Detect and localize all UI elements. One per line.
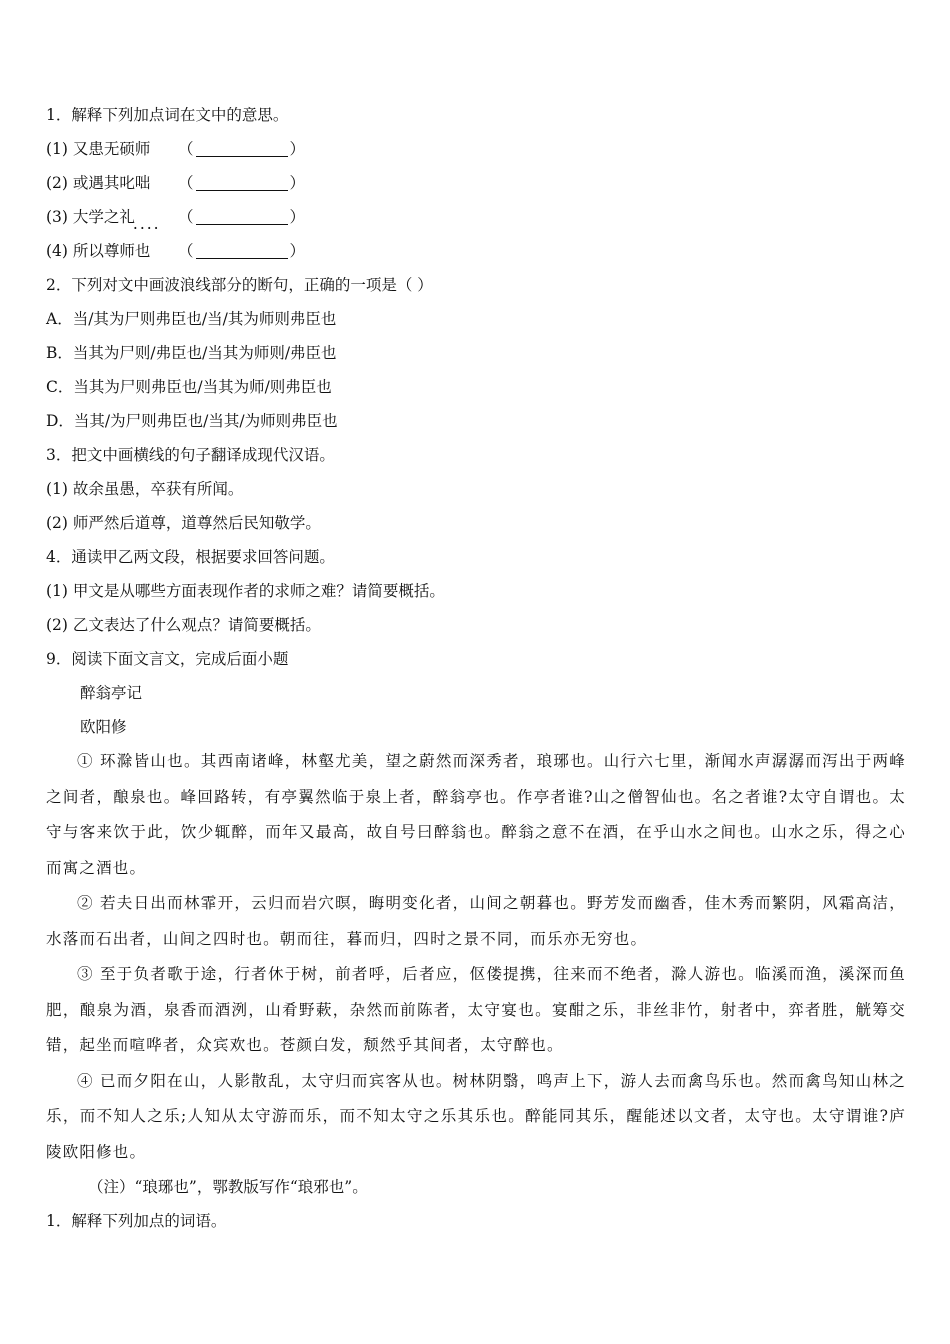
option-c[interactable]: C．当其为尸则弗臣也/当其为师/则弗臣也 bbox=[46, 378, 332, 396]
answer-blank[interactable] bbox=[196, 210, 288, 225]
article-paragraph: ③ 至于负者歌于途，行者休于树，前者呼，后者应，伛偻提携，往来而不绝者，滁人游也。临溪而渔，溪深而鱼肥，酿泉为酒，泉香而酒洌，山肴野蔌，杂然而前陈者，太守宴也。宴酣之乐，非丝非竹，射者中，弈者胜，觥筹交错，起坐而喧哗者，众宾欢也。苍颜白发，颓然乎其间者，太守醉也。 bbox=[46, 965, 906, 1054]
fill-blank-row: (2) 或遇其叱咄 （ ） bbox=[46, 166, 906, 200]
answer-blank[interactable] bbox=[196, 244, 288, 259]
question-4-item: (1) 甲文是从哪些方面表现作者的求师之难？请简要概括。 bbox=[46, 582, 445, 600]
answer-blank[interactable] bbox=[196, 176, 288, 191]
question-3-item: (1) 故余虽愚，卒获有所闻。 bbox=[46, 480, 244, 498]
answer-blank[interactable] bbox=[196, 142, 288, 157]
sub-question-1: 1．解释下列加点的词语。 bbox=[46, 1212, 227, 1230]
question-3-item: (2) 师严然后道尊，道尊然后民知敬学。 bbox=[46, 514, 321, 532]
question-4-title: 4．通读甲乙两文段，根据要求回答问题。 bbox=[46, 548, 335, 566]
fill-blank-label: (3) 大学之礼.... bbox=[46, 208, 161, 233]
article-paragraph: ④ 已而夕阳在山，人影散乱，太守归而宾客从也。树林阴翳，鸣声上下，游人去而禽鸟乐也。然而禽鸟知山林之乐，而不知人之乐;人知从太守游而乐，而不知太守之乐其乐也。醉能同其乐，醒能述以文者，太守也。太守谓谁?庐陵欧阳修也。 bbox=[46, 1071, 906, 1161]
article-title: 醉翁亭记 bbox=[80, 684, 143, 702]
option-b[interactable]: B．当其为尸则/弗臣也/当其为师则/弗臣也 bbox=[46, 344, 337, 362]
fill-blank-row: (1) 又患无硕师 （ ） bbox=[46, 132, 906, 166]
question-9-title: 9．阅读下面文言文，完成后面小题 bbox=[46, 650, 289, 668]
option-a[interactable]: A．当/其为尸则弗臣也/当/其为师则弗臣也 bbox=[46, 310, 337, 328]
question-2-title: 2．下列对文中画波浪线部分的断句，正确的一项是（ ） bbox=[46, 276, 433, 294]
emphasis-dots: .... bbox=[132, 215, 161, 233]
article-paragraph: ② 若夫日出而林霏开，云归而岩穴暝，晦明变化者，山间之朝暮也。野芳发而幽香，佳木秀而繁阴，风霜高洁，水落而石出者，山间之四时也。朝而往，暮而归，四时之景不同，而乐亦无穷也。 bbox=[46, 894, 906, 948]
article-note: （注）“琅琊也”，鄂教版写作“琅邪也”。 bbox=[88, 1178, 368, 1196]
fill-blank-label: (1) 又患无硕师 bbox=[46, 140, 151, 158]
article-author: 欧阳修 bbox=[80, 718, 127, 736]
fill-blank-row: (3) 大学之礼.... （ ） bbox=[46, 200, 906, 234]
question-3-title: 3．把文中画横线的句子翻译成现代汉语。 bbox=[46, 446, 335, 464]
document-page bbox=[46, 98, 906, 1238]
option-d[interactable]: D．当其/为尸则弗臣也/当其/为师则弗臣也 bbox=[46, 412, 338, 430]
fill-blank-label: (4) 所以尊师也 bbox=[46, 242, 151, 260]
question-1-title: 1．解释下列加点词在文中的意思。 bbox=[46, 106, 289, 124]
article-paragraph: ① 环滁皆山也。其西南诸峰，林壑尤美，望之蔚然而深秀者，琅琊也。山行六七里，渐闻水声潺潺而泻出于两峰之间者，酿泉也。峰回路转，有亭翼然临于泉上者，醉翁亭也。作亭者谁?山之僧智仙也。名之者谁?太守自谓也。太守与客来饮于此，饮少辄醉，而年又最高，故自号曰醉翁也。醉翁之意不在酒，在乎山水之间也。山水之乐，得之心而寓之酒也。 bbox=[46, 752, 906, 877]
fill-blank-row: (4) 所以尊师也 （ ） bbox=[46, 234, 906, 268]
fill-blank-label: (2) 或遇其叱咄 bbox=[46, 174, 151, 192]
question-4-item: (2) 乙文表达了什么观点？请简要概括。 bbox=[46, 616, 321, 634]
